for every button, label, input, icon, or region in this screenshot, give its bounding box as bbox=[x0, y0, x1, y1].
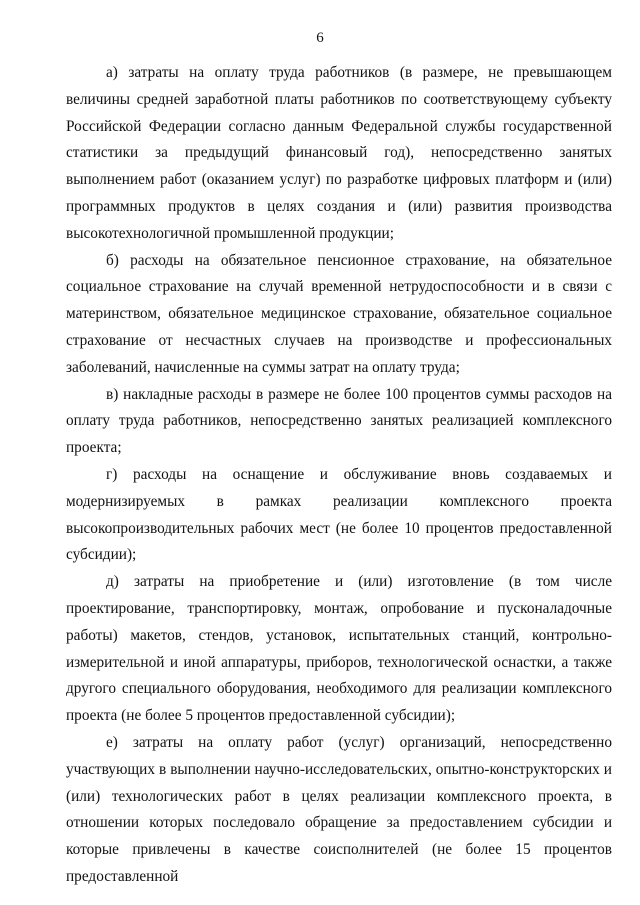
paragraph-g: г) расходы на оснащение и обслуживание вновь создаваемых и модернизируемых в рамках реализации комплексного проекта высокопроизводительных рабочих мест (не более 10 процентов предоставленной субсидии); bbox=[66, 465, 612, 564]
paragraph-b: б) расходы на обязательное пенсионное страхование, на обязательное социальное страхование на случай временной нетрудоспособности и в связи с материнством, обязательное медицинское страхование, обязательное социальное страхование от несчастных случаев на производстве и профессиональных заболеваний, начисленные на суммы затрат на оплату труда; bbox=[66, 251, 612, 376]
document-body bbox=[66, 60, 612, 891]
paragraph-d: д) затраты на приобретение и (или) изготовление (в том числе проектирование, транспортировку, монтаж, опробование и пусконаладочные работы) макетов, стендов, установок, испытательных станций, контрольно-измерительной и иной аппаратуры, приборов, технологической оснастки, а также другого специального оборудования, необходимого для реализации комплексного проекта (не более 5 процентов предоставленной субсидии); bbox=[66, 573, 612, 725]
page-number: 6 bbox=[316, 30, 324, 46]
paragraph-v: в) накладные расходы в размере не более 100 процентов суммы расходов на оплату труда работников, непосредственно занятых реализацией комплексного проекта; bbox=[66, 385, 612, 457]
paragraph-a: а) затраты на оплату труда работников (в размере, не превышающем величины средней заработной платы работников по соответствующему субъекту Российской Федерации согласно данным Федеральной службы государственной статистики за предыдущий финансовый год), непосредственно занятых выполнением работ (оказанием услуг) по разработке цифровых платформ и (или) программных продуктов в целях создания и (или) развития производства высокотехнологичной промышленной продукции; bbox=[66, 64, 612, 242]
paragraph-e: е) затраты на оплату работ (услуг) организаций, непосредственно участвующих в выполнении научно-исследовательских, опытно-конструкторских и (или) технологических работ в целях реализации комплексного проекта, в отношении которых последовало обращение за предоставлением субсидии и которые привлечены в качестве соисполнителей (не более 15 процентов предоставленной bbox=[66, 733, 612, 885]
